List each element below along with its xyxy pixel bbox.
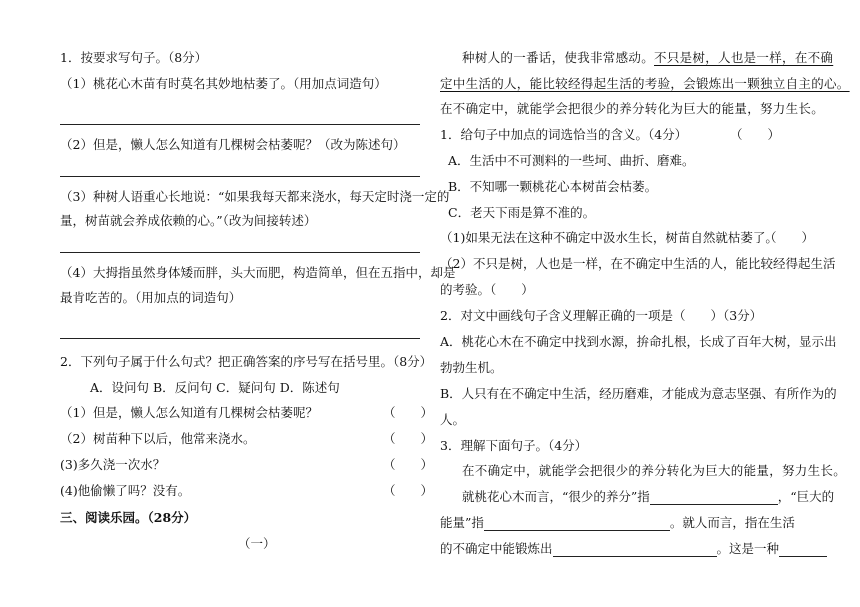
blank-huge-energy[interactable] xyxy=(484,518,670,531)
rq1-option-b: B．不知哪一颗桃花心本树苗会枯萎。 xyxy=(448,179,658,194)
passage-underlined-2: 定中生活的人，能比较经得起生活的考验，会锻炼出一颗独立自主的心。 xyxy=(440,76,850,91)
blank-small-nutrients[interactable] xyxy=(650,492,778,505)
passage-label: （一） xyxy=(238,536,276,551)
rq2-option-a1: A．桃花心木在不确定中找到水源，拚命扎根，长成了百年大树，显示出 xyxy=(440,334,837,349)
answer-line-1[interactable] xyxy=(60,124,420,125)
rq3-line-1 xyxy=(462,489,834,505)
rq1-sub-1-paren[interactable]: （ ） xyxy=(764,230,815,245)
passage-line-3: 在不确定中，就能学会把很少的养分转化为巨大的能量，努力生长。 xyxy=(440,101,825,116)
q2-answer-paren-3[interactable]: （ ） xyxy=(383,457,434,472)
q1-item-3b: 量，树苗就会养成依赖的心。”（改为间接转述） xyxy=(60,213,317,228)
rq3-title: 3．理解下面句子。（4分） xyxy=(440,438,588,453)
q2-options: A．设问句 B．反问句 C．疑问句 D．陈述句 xyxy=(90,380,340,395)
passage-line-1-a: 种树人的一番话，使我非常感动。 xyxy=(462,50,655,65)
q2-item-4: (4)他偷懒了吗？没有。 xyxy=(60,483,191,498)
passage-underlined-1: 不只是树，人也是一样，在不确 xyxy=(654,50,834,65)
q1-item-1: （1）桃花心木苗有时莫名其妙地枯萎了。（用加点词造句） xyxy=(60,76,387,91)
section-3-heading: 三、阅读乐园。（28分） xyxy=(60,510,197,525)
rq3-line-2 xyxy=(440,515,795,531)
q2-title: 2．下列句子属于什么句式？把正确答案的序号写在括号里。（8分） xyxy=(60,354,433,369)
q2-item-1: （1）但是，懒人怎么知道有几棵树会枯萎呢？ xyxy=(60,405,318,420)
rq2-option-b1: B．人只有在不确定中生活，经历磨难，才能成为意志坚强、有所作为的 xyxy=(440,386,837,401)
rq2-option-a2: 勃勃生机。 xyxy=(440,360,503,375)
q2-answer-paren-4[interactable]: （ ） xyxy=(383,483,434,498)
q2-item-2: （2）树苗种下以后，他常来浇水。 xyxy=(60,431,256,446)
q1-item-4b: 最肯吃苦的。（用加点的词造句） xyxy=(60,290,242,305)
answer-line-4[interactable] xyxy=(60,338,420,339)
rq2-title: 2．对文中画线句子含义理解正确的一项是（ ）（3分） xyxy=(440,308,763,323)
q2-answer-paren-2[interactable]: （ ） xyxy=(383,431,434,446)
rq1-option-a: A．生活中不可测料的一些坷、曲折、磨难。 xyxy=(448,153,695,168)
blank-this-is-a[interactable] xyxy=(779,544,827,557)
q1-item-4a: （4）大拇指虽然身体矮而胖，头大而肥，构造简单，但在五指中，却是 xyxy=(60,265,456,280)
rq1-sub-1: （1)如果无法在这种不确定中汲水生长，树苗自然就枯萎了。 xyxy=(440,230,778,245)
rq3-quote: 在不确定中，就能学会把很少的养分转化为巨大的能量，努力生长。 xyxy=(462,463,847,478)
rq1-sub-2b: 的考验。（ ） xyxy=(440,282,534,297)
q1-item-2: （2）但是，懒人怎么知道有几棵树会枯萎呢？（改为陈述句） xyxy=(60,137,406,152)
rq3-line-3-b: 。这是一种 xyxy=(716,541,780,556)
rq3-line-2-b: 。就人而言，指在生活 xyxy=(669,515,795,530)
q1-item-3a: （3）种树人语重心长地说：“如果我每天都来浇水，每天定时浇一定的 xyxy=(60,189,450,204)
rq3-line-1-a: 就桃花心木而言，“很少的养分”指 xyxy=(462,489,650,504)
blank-forge[interactable] xyxy=(553,544,717,557)
rq3-line-2-a: 能量”指 xyxy=(440,515,484,530)
answer-line-3[interactable] xyxy=(60,252,420,253)
answer-line-2[interactable] xyxy=(60,176,420,177)
q2-answer-paren-1[interactable]: （ ） xyxy=(383,405,434,420)
rq3-line-3 xyxy=(440,541,827,557)
rq2-option-b2: 人。 xyxy=(440,412,466,427)
q1-title: 1．按要求写句子。（8分） xyxy=(60,50,208,65)
rq1-title: 1．给句子中加点的词选恰当的含义。（4分） xyxy=(440,127,688,142)
rq1-option-c: C．老天下雨是算不准的。 xyxy=(448,205,596,220)
rq1-sub-2a: （2）不只是树，人也是一样，在不确定中生活的人，能比较经得起生活 xyxy=(440,256,836,271)
q2-item-3: (3)多久浇一次水？ xyxy=(60,457,166,472)
rq1-answer-paren[interactable]: （ ） xyxy=(730,127,781,142)
rq3-line-3-a: 的不确定中能锻炼出 xyxy=(440,541,553,556)
passage-line-1 xyxy=(462,50,833,66)
rq3-line-1-b: ，“巨大的 xyxy=(777,489,835,504)
